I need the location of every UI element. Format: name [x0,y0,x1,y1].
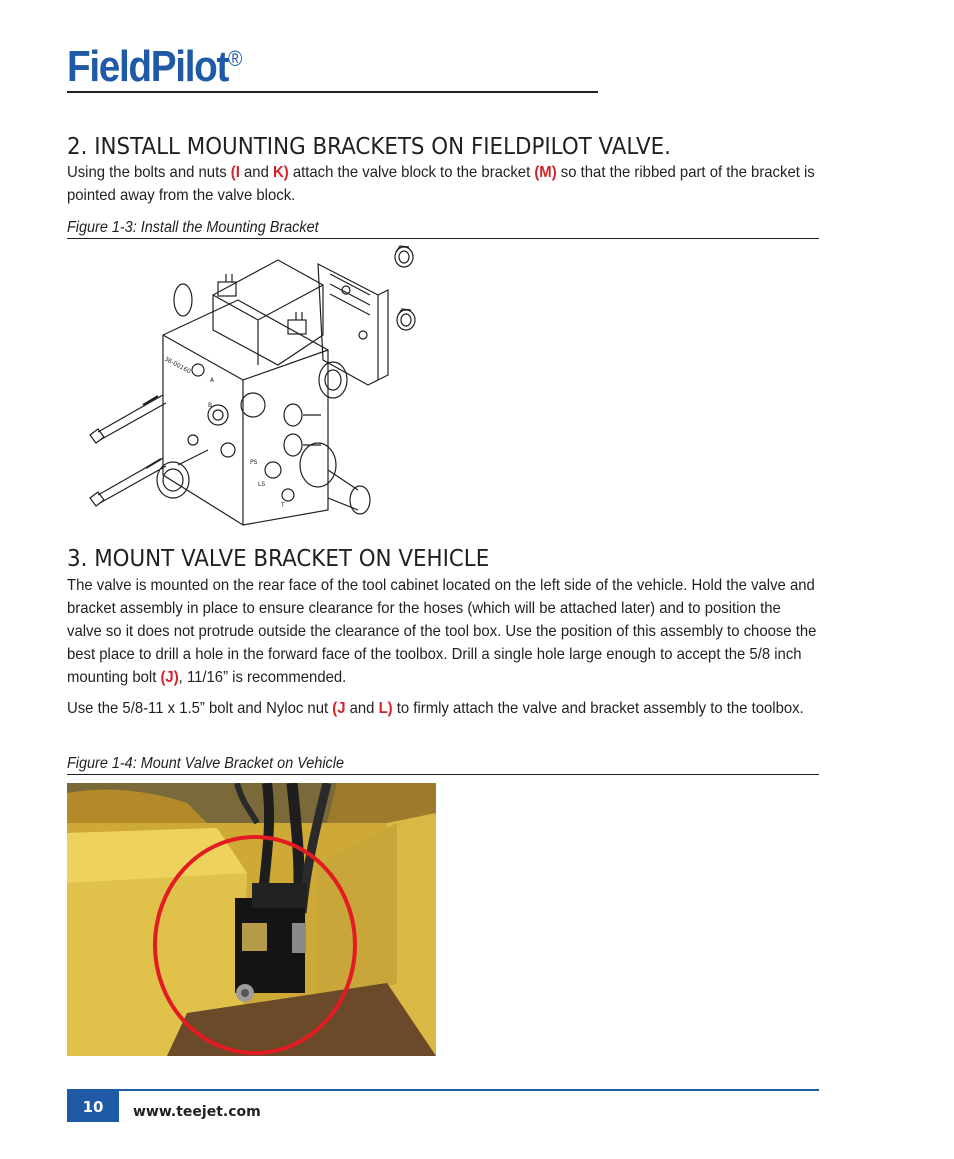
port-t-label: T [281,502,285,509]
section-3-paragraph-2: Use the 5/8-11 x 1.5” bolt and Nyloc nut (J and L) to firmly attach the valve and bracket assembly to the toolbox. [67,700,804,717]
port-b-label: B [208,402,213,409]
part-number-label: 36-00160 [163,355,192,376]
footer-rule [67,1089,819,1091]
valve-bracket-drawing [78,240,428,530]
port-ps-label: PS [250,459,258,466]
fieldpilot-logo: FieldPilot® [67,42,243,91]
cartridge-fittings [157,404,370,514]
port-ls-label: LS [258,481,266,488]
nyloc-nut-top [395,246,413,267]
header-rule [67,91,598,93]
footer-url[interactable]: www.teejet.com [133,1104,261,1120]
port-a-label: A [210,377,215,384]
photo-illustration [67,783,436,1056]
section-3-heading: 3. MOUNT VALVE BRACKET ON VEHICLE [67,546,490,572]
section-3-paragraph-1: The valve is mounted on the rear face of the tool cabinet located on the left side of the vehicle. Hold the valve and bracket assembly in place to ensure clearance for the hoses (which will be attached later) and to position the valve so it does not protrude outside the clearance of the tool box. Use the position of this assembly to choose the best place to drill a hole in the forward face of the toolbox. Drill a single hole large enough to accept the 5/8 inch mounting bolt (J), 11/16” is recommended. [67,577,817,686]
mounting-bolts [90,395,166,506]
figure-1-3-caption: Figure 1-3: Install the Mounting Bracket [67,219,819,239]
nyloc-nut-right [397,309,415,330]
page-number: 10 [67,1091,119,1122]
vehicle-valve-photo [67,783,436,1056]
figure-1-4-caption: Figure 1-4: Mount Valve Bracket on Vehicle [67,755,819,775]
section-2-heading: 2. INSTALL MOUNTING BRACKETS ON FIELDPILOT VALVE. [67,134,671,160]
section-2-paragraph: Using the bolts and nuts (I and K) attach the valve block to the bracket (M) so that the ribbed part of the bracket is pointed away from the valve block. [67,164,815,204]
